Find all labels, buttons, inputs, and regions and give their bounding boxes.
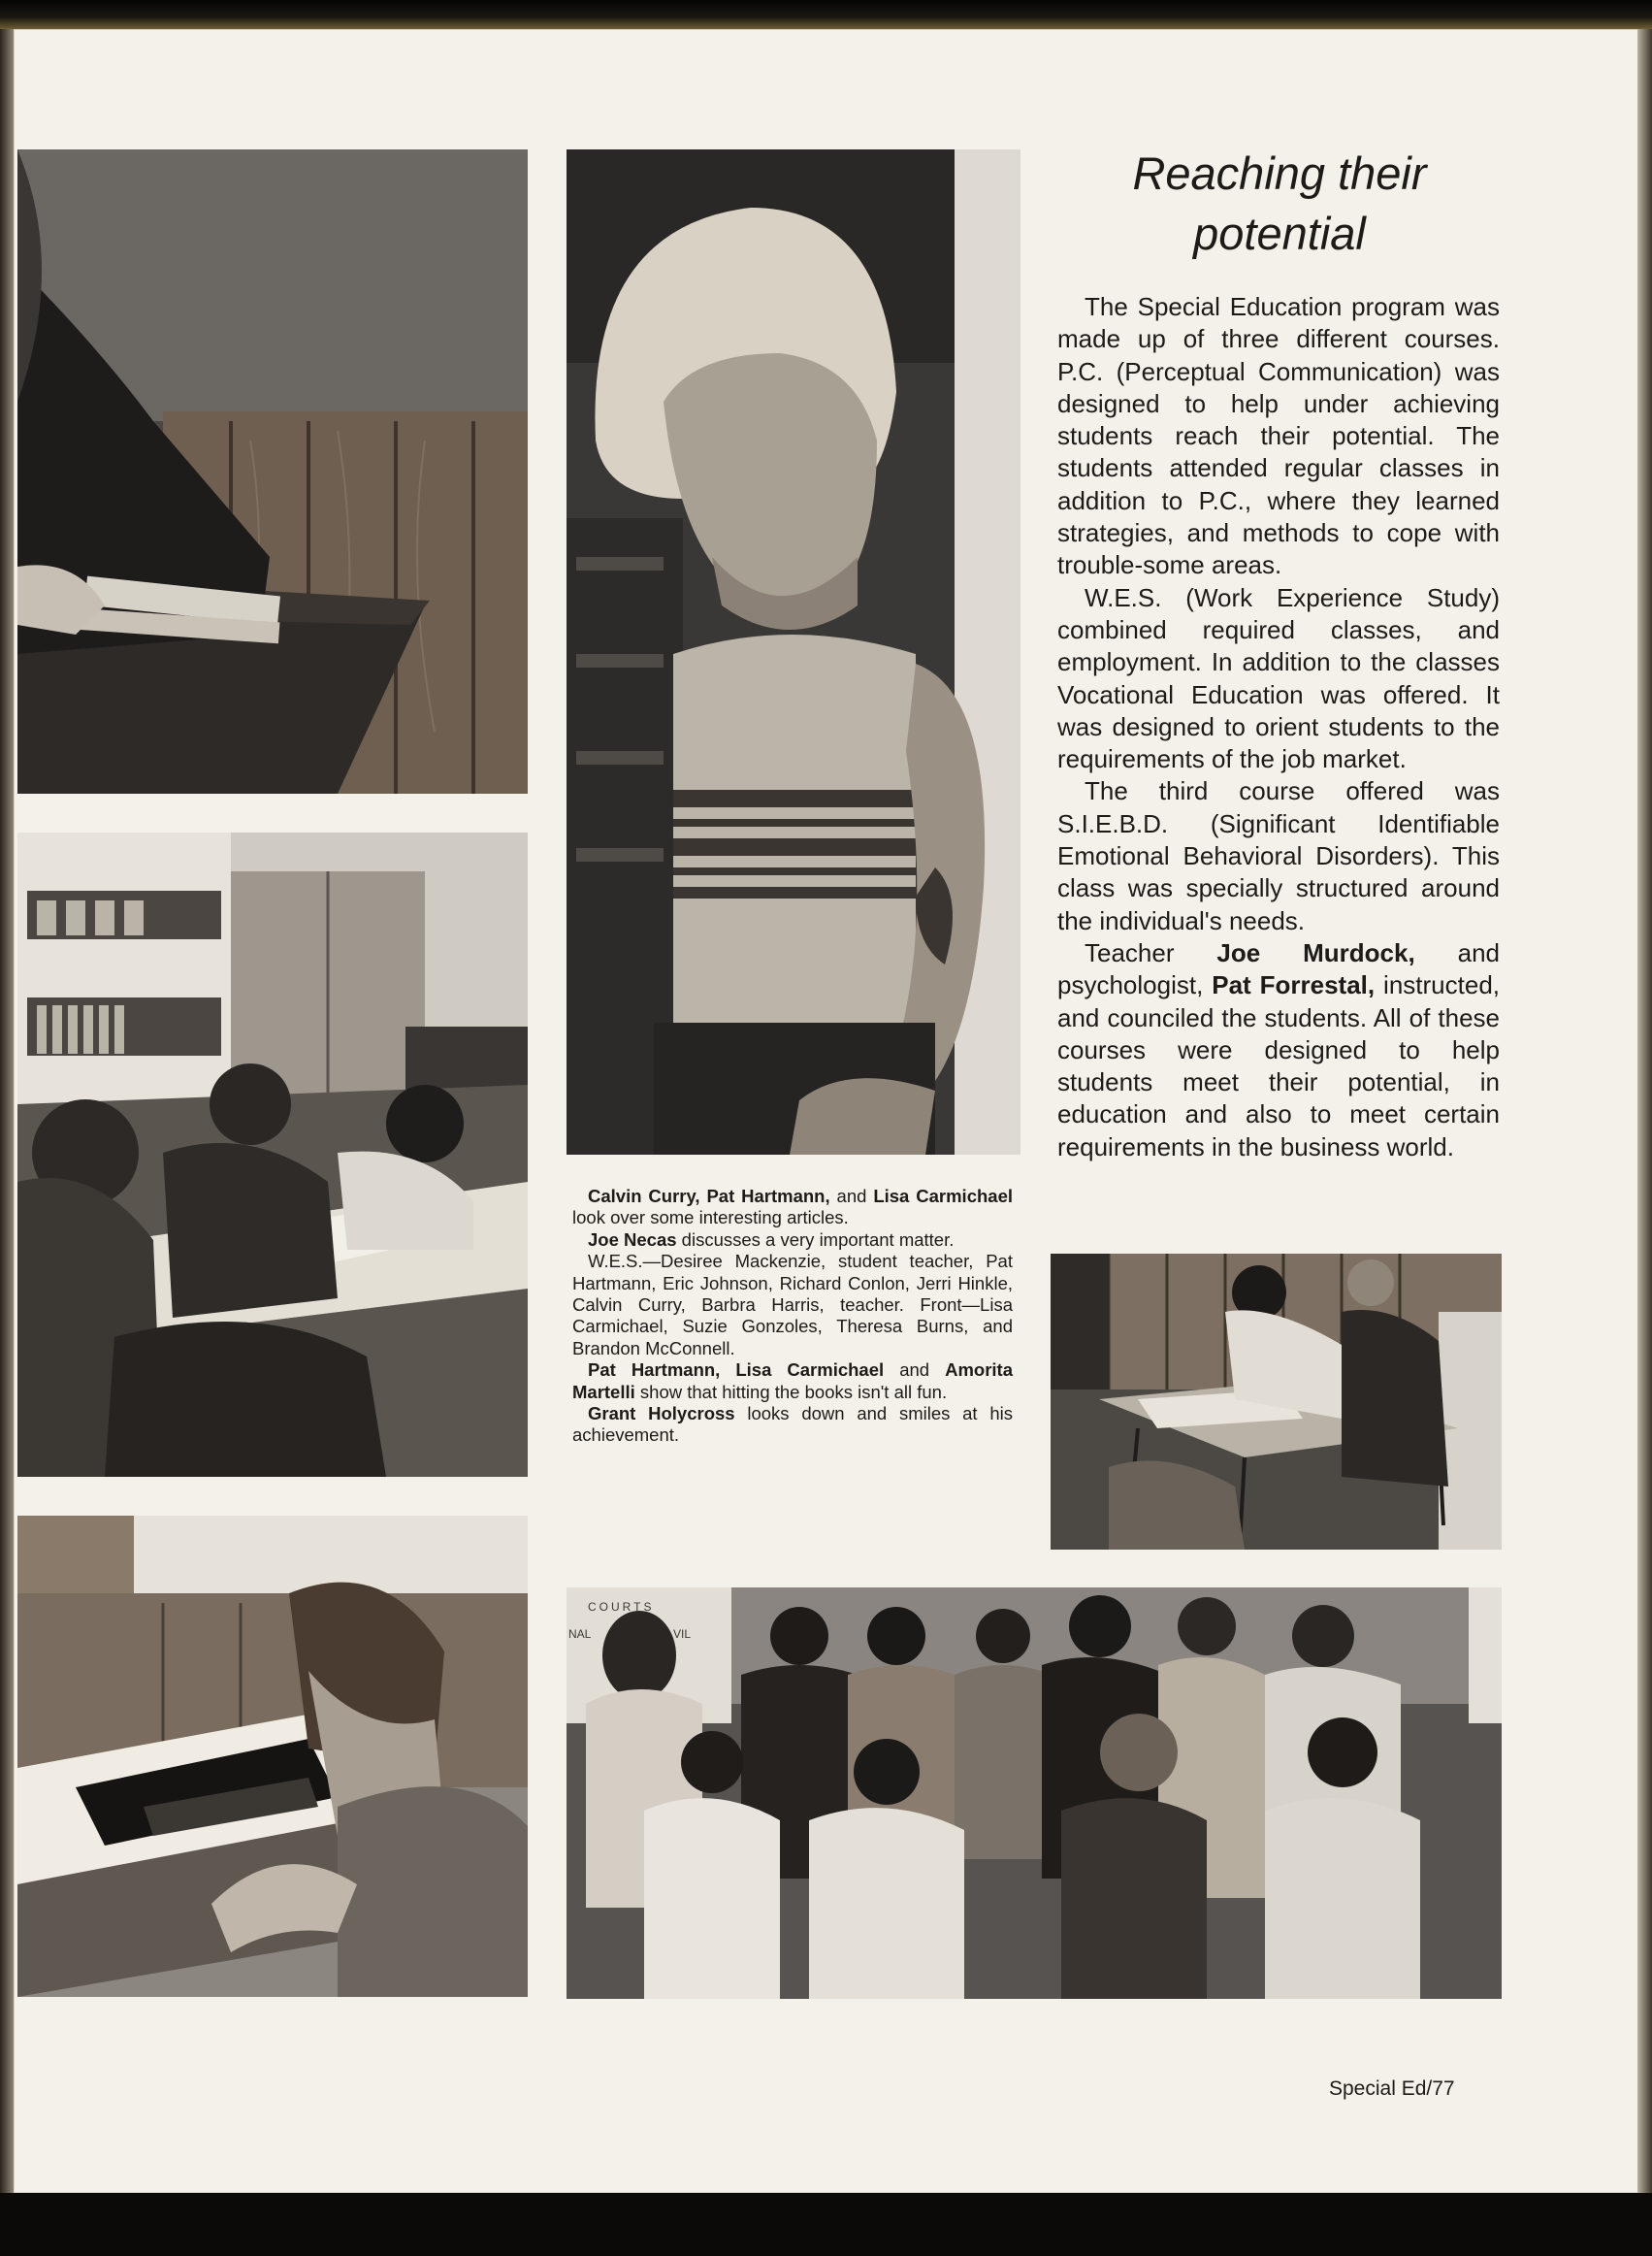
photo-wes-group — [567, 1587, 1502, 1999]
photo-grant-holycross — [567, 149, 1020, 1155]
article-paragraph-3: The third course offered was S.I.E.B.D. (Significant Identifiable Emotional Behavioral Disorders). This class was specially structured around the individual's needs. — [1057, 776, 1500, 935]
binding-edge — [0, 29, 14, 2193]
caption-2 — [572, 1229, 1013, 1251]
photo-captions — [572, 1186, 1013, 1447]
caption-names: Amorita Martelli — [572, 1359, 1013, 1402]
name-joe-murdock: Joe Murdock, — [1216, 937, 1415, 967]
article-paragraph-2: W.E.S. (Work Experience Study) combined required classes, and employment. In addition to the classes Vocational Education was offered. It was designed to orient students to the requirements of the job market. — [1057, 582, 1500, 774]
caption-names: Grant Holycross — [588, 1403, 735, 1424]
caption-5 — [572, 1403, 1013, 1447]
caption-1 — [572, 1186, 1013, 1229]
caption-names: Calvin Curry, Pat Hartmann, — [588, 1186, 830, 1206]
page-right-edge — [1637, 29, 1652, 2193]
caption-3: W.E.S.—Desiree Mackenzie, student teacher, Pat Hartmann, Eric Johnson, Richard Conlon, Jerri Hinkle, Calvin Curry, Barbra Harris, teacher. Front—Lisa Carmichael, Suzie Gonzoles, Theresa Burns, and Brandon McConnell. — [572, 1251, 1013, 1358]
caption-4 — [572, 1359, 1013, 1403]
text-run: and — [884, 1359, 946, 1381]
caption-names: Joe Necas — [588, 1228, 677, 1250]
name-pat-forrestal: Pat Forrestal, — [1212, 970, 1376, 1000]
text-run: look over some interesting articles. — [572, 1207, 849, 1228]
text-run: looks down and smiles at his achievement. — [572, 1403, 1013, 1446]
photo-student-writing — [17, 149, 528, 794]
photo-students-at-table — [1051, 1254, 1502, 1550]
scan-top-band — [0, 0, 1652, 29]
text-run: show that hitting the books isn't all fun. — [634, 1381, 948, 1402]
sign-text-nal: NAL — [568, 1627, 592, 1641]
article-paragraph-4 — [1057, 937, 1500, 1163]
text-run: and psychologist, — [1057, 937, 1500, 1000]
text-run: instructed, and counciled the students. All of these courses were designed to help students meet their potential, in education and also to meet certain requirements in the business world. — [1057, 970, 1501, 1161]
sign-text-courts: COURTS — [588, 1600, 655, 1614]
photo-classroom-desks — [17, 833, 528, 1477]
scan-bottom-band — [0, 2193, 1652, 2256]
page-headline: Reaching their potential — [1132, 147, 1427, 259]
article-body — [1057, 291, 1500, 1163]
page-folio: Special Ed/77 — [1329, 2077, 1455, 2100]
text-run: and — [829, 1186, 874, 1206]
sign-text-vil: VIL — [673, 1627, 692, 1641]
article-paragraph-1: The Special Education program was made up of three different courses. P.C. (Perceptual Communication) was designed to help under achieving students reach their potential. The students attended regular classes in addition to P.C., where they learned strategies, and methods to cope with trouble-some areas. — [1057, 292, 1500, 580]
photo-student-typewriter — [17, 1516, 528, 1997]
caption-names: Pat Hartmann, Lisa Carmichael — [588, 1359, 885, 1381]
caption-names: Lisa Carmichael — [873, 1186, 1013, 1206]
text-run: discusses a very important matter. — [676, 1228, 955, 1250]
text-run: Teacher — [1085, 937, 1217, 967]
